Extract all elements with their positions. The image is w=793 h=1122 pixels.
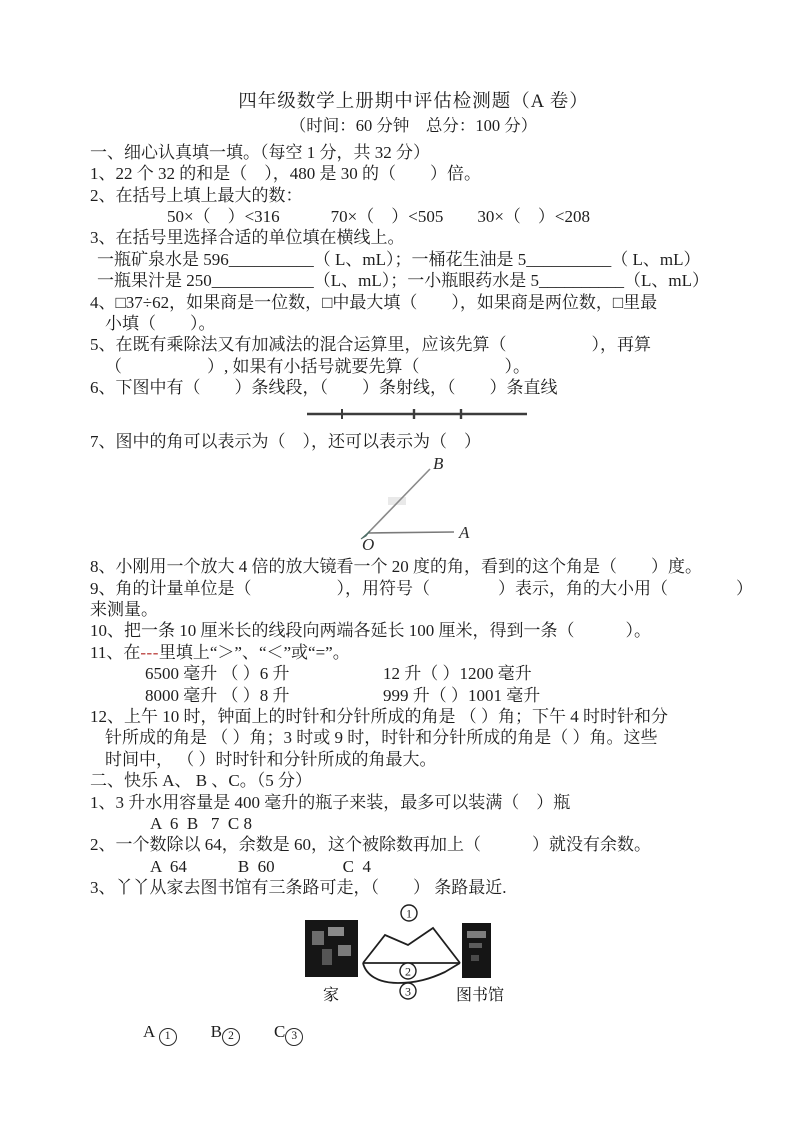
route-1-path bbox=[363, 928, 460, 963]
angle-point-a-label: A bbox=[459, 523, 470, 543]
q11-text-prefix: 11、在 bbox=[90, 642, 141, 662]
question-3-line1: 一瓶矿泉水是 596__________（ L、mL）；一桶花生油是 5__________（ L、mL） bbox=[97, 249, 701, 269]
question-9-line2: 来测量。 bbox=[90, 599, 158, 619]
question-2: 2、在括号上填上最大的数： bbox=[90, 185, 303, 205]
option-gap bbox=[177, 1022, 211, 1041]
circled-2-icon: 2 bbox=[222, 1028, 240, 1046]
s2-question-2-options: A 64 B 60 C 4 bbox=[150, 856, 372, 876]
library-label: 图书馆 bbox=[455, 986, 505, 1004]
circled-1-icon: 1 bbox=[159, 1028, 177, 1046]
section-one-heading: 一、细心认真填一填。（每空 1 分，共 32 分） bbox=[90, 142, 430, 162]
page-title: 四年级数学上册期中评估检测题（A 卷） bbox=[238, 92, 589, 112]
photo-noise bbox=[471, 955, 479, 961]
question-7: 7、图中的角可以表示为（ ），还可以表示为（ ） bbox=[90, 431, 481, 451]
question-3-line2: 一瓶果汁是 250____________（L、mL）；一小瓶眼药水是 5__________（L、mL） bbox=[97, 271, 709, 291]
question-4-line2: 小填（ ）。 bbox=[105, 314, 216, 334]
question-6: 6、下图中有（ ）条线段，（ ）条射线，（ ）条直线 bbox=[90, 378, 558, 398]
q11-r1-left: 6500 毫升 （ ）6 升 bbox=[145, 664, 290, 684]
route-2-number: 2 bbox=[405, 964, 411, 979]
photo-noise bbox=[467, 931, 486, 938]
photo-noise bbox=[312, 931, 324, 945]
q11-r1-right: 12 升（ ）1200 毫升 bbox=[383, 664, 532, 684]
ray-oa bbox=[368, 532, 454, 533]
ray-ob bbox=[368, 469, 430, 533]
q11-text-suffix: 里填上“＞”、“＜”或“=”。 bbox=[158, 642, 350, 662]
home-label: 家 bbox=[322, 986, 340, 1004]
route-1-number: 1 bbox=[406, 906, 412, 921]
s2-question-2: 2、一个数除以 64，余数是 60，这个被除数再加上（ ）就没有余数。 bbox=[90, 835, 651, 855]
angle-vertex-o-label: O bbox=[362, 535, 375, 552]
circled-3-icon: 3 bbox=[285, 1028, 303, 1046]
question-8: 8、小刚用一个放大 4 倍的放大镜看一个 20 度的角，看到的这个角是（ ）度。 bbox=[90, 557, 702, 577]
q6-line-figure bbox=[305, 406, 535, 422]
question-1: 1、22 个 32 的和是（ ），480 是 30 的（ ）倍。 bbox=[90, 164, 481, 184]
question-11-row1 bbox=[90, 663, 737, 684]
question-12-line3: 时间中， （ ）时时针和分针所成的角最大。 bbox=[105, 749, 437, 769]
photo-noise bbox=[322, 949, 332, 965]
option-a-label: A bbox=[143, 1021, 159, 1041]
question-10: 10、把一条 10 厘米长的线段向两端各延长 100 厘米，得到一条（ ）。 bbox=[90, 621, 651, 641]
q11-red-dashes: --- bbox=[140, 642, 159, 662]
question-12-line2: 针所成的角是 （ ）角；3 时或 9 时，时针和分针所成的角是（ ）角。这些 bbox=[105, 728, 658, 748]
s2q3-routes-figure bbox=[298, 903, 533, 1011]
question-5-line2: （ ）, 如果有小括号就要先算（ ）。 bbox=[105, 356, 530, 376]
section-two-heading: 二、快乐 A、 B 、C。（5 分） bbox=[90, 771, 312, 791]
photo-noise bbox=[328, 927, 344, 936]
exam-info: （时间：60 分钟 总分：100 分） bbox=[289, 116, 538, 136]
question-11-row2 bbox=[90, 685, 737, 706]
s2-question-1: 1、3 升水用容量是 400 毫升的瓶子来装，最多可以装满（ ）瓶 bbox=[90, 792, 571, 812]
question-12-line1: 12、上午 10 时，钟面上的时针和分针所成的角是 （ ）角；下午 4 时时针和分 bbox=[90, 706, 668, 726]
s2-question-3-options bbox=[90, 1021, 737, 1046]
option-gap bbox=[240, 1022, 274, 1041]
question-2-row: 50×（ ）<316 70×（ ）<505 30×（ ）<208 bbox=[167, 207, 591, 227]
q11-r2-left: 8000 毫升 （ ）8 升 bbox=[145, 685, 290, 705]
question-9-line1: 9、角的计量单位是（ ），用符号（ ）表示，角的大小用（ ） bbox=[90, 578, 753, 598]
option-c-label: C bbox=[273, 1021, 286, 1041]
route-3-number: 3 bbox=[405, 984, 411, 999]
option-b-label: B bbox=[210, 1021, 222, 1041]
angle-point-b-label: B bbox=[433, 455, 444, 474]
photo-noise bbox=[338, 945, 351, 956]
question-4-line1: 4、□37÷62，如果商是一位数，□中最大填（ ），如果商是两位数，□里最 bbox=[90, 292, 658, 312]
question-5-line1: 5、在既有乘除法又有加减法的混合运算里，应该先算（ ），再算 bbox=[90, 335, 651, 355]
s2-question-3: 3、丫丫从家去图书馆有三条路可走，（ ） 条路最近. bbox=[90, 878, 507, 898]
photo-noise bbox=[469, 943, 482, 948]
question-11 bbox=[90, 642, 737, 663]
q11-r2-right: 999 升（ ）1001 毫升 bbox=[383, 685, 541, 705]
s2-question-1-options: A 6 B 7 C 8 bbox=[150, 813, 253, 833]
q7-angle-figure bbox=[340, 455, 560, 551]
question-3: 3、在括号里选择合适的单位填在横线上。 bbox=[90, 228, 405, 248]
